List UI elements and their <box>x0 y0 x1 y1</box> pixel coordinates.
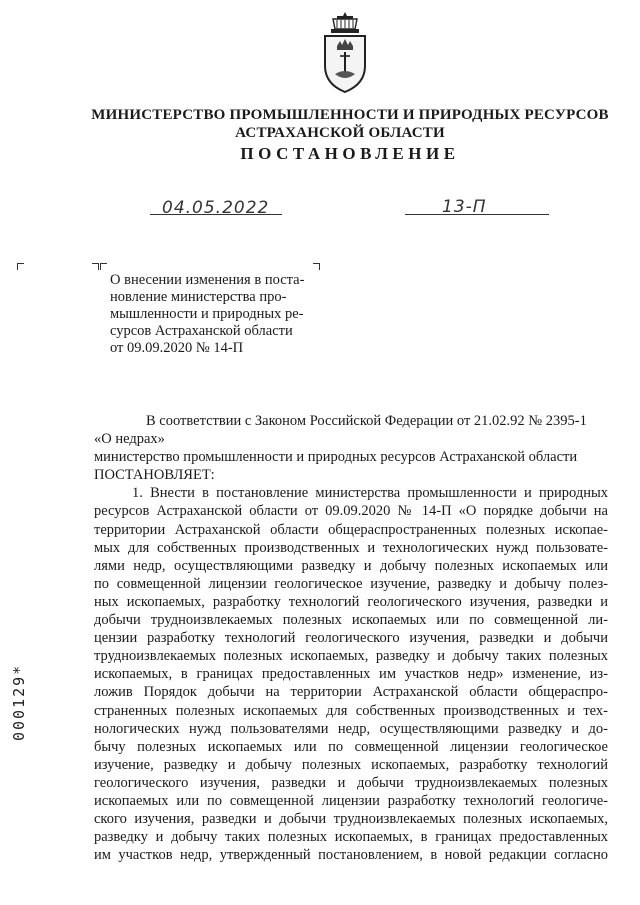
body-line: добычи трудноизвлекаемых полезных ископаемых или по совмещенной ли- <box>94 612 608 629</box>
subject-corner-mark-left <box>92 263 99 270</box>
body-line: ПОСТАНОВЛЯЕТ: <box>94 467 215 484</box>
ministry-name-line2: АСТРАХАНСКОЙ ОБЛАСТИ <box>235 125 445 141</box>
subject-corner-mark-left-2 <box>100 263 107 270</box>
body-line: цензии разработку технологий геологического изучения, разведки и добычи <box>94 630 608 647</box>
body-line: министерство промышленности и природных ресурсов Астраханской области <box>94 449 578 466</box>
subject-line: мышленности и природных ре- <box>110 306 304 322</box>
document-type-title: ПОСТАНОВЛЕНИЕ <box>240 144 460 163</box>
decree-date: 04.05.2022 <box>162 198 270 218</box>
coat-of-arms-icon <box>319 10 371 96</box>
registration-stamp-number: 000129* <box>10 663 28 741</box>
subject-line: О внесении изменения в поста- <box>110 272 305 288</box>
body-line: мых для собственных производственных и технологических нужд пользовате- <box>94 539 608 556</box>
decree-subject <box>110 272 320 357</box>
body-line: В соответствии с Законом Российской Федерации от 21.02.92 № 2395-1 <box>146 413 587 429</box>
body-line: геологического изучения, разведки и добычи трудноизвлекаемых полезных <box>94 774 608 791</box>
body-line: страненных полезных ископаемых для собственных производственных и тех- <box>94 702 608 719</box>
body-line: изучение, разведку и добычу полезных ископаемых, разработку технологий <box>94 756 608 773</box>
decree-number: 13-П <box>442 197 487 217</box>
body-line: «О недрах» <box>94 431 165 448</box>
body-line: ресурсов Астраханской области от 09.09.2020 № 14-П «О порядке добычи на <box>94 503 608 520</box>
body-line: ископаемых, в границах предоставленных им участков недр» изменение, из- <box>94 666 608 683</box>
body-line: ского изучения, разведки и добычи трудноизвлекаемых полезных ископаемых, <box>94 811 608 828</box>
body-line: нологических нужд пользователями недр, осуществляющими разведку и до- <box>94 720 608 737</box>
subject-line: сурсов Астраханской области <box>110 323 293 339</box>
body-line: по совмещенной лицензии геологическое изучение, разведку и добычу полез- <box>94 575 608 592</box>
body-line: трудноизвлекаемых полезных ископаемых, разведку и добычу таких полезных <box>94 648 608 665</box>
registration-stamp <box>6 651 36 741</box>
body-line: лями недр, осуществляющими разведку и добычу полезных ископаемых или <box>94 557 608 574</box>
body-line: ископаемых или по совмещенной лицензии разработку технологий геологиче- <box>94 792 608 809</box>
subject-corner-mark-right <box>313 263 320 270</box>
left-margin-corner-mark <box>17 263 24 270</box>
body-line: территории Астраханской области общераспространенных полезных ископае- <box>94 521 608 538</box>
body-line: ных ископаемых, разработку технологий геологического изучения, разведки и <box>94 593 608 610</box>
body-line: им участков недр, утвержденный постановлением, в новой редакции согласно <box>94 847 608 864</box>
number-underline <box>405 214 549 215</box>
body-line: бычу полезных ископаемых или по совмещенной лицензии геологическое <box>94 738 608 755</box>
subject-line: новление министерства про- <box>110 289 287 305</box>
decree-body <box>94 412 608 864</box>
ministry-name-line1: МИНИСТЕРСТВО ПРОМЫШЛЕННОСТИ И ПРИРОДНЫХ РЕСУРСОВ <box>91 107 609 123</box>
body-line: ложив Порядок добычи на территории Астраханской области общераспро- <box>94 684 608 701</box>
subject-line: от 09.09.2020 № 14-П <box>110 340 244 356</box>
body-line: 1. Внести в постановление министерства промышленности и природных <box>132 485 608 502</box>
body-line: разведку и добычу таких полезных ископаемых, в границах предоставленных <box>94 829 608 846</box>
date-underline <box>150 214 282 215</box>
